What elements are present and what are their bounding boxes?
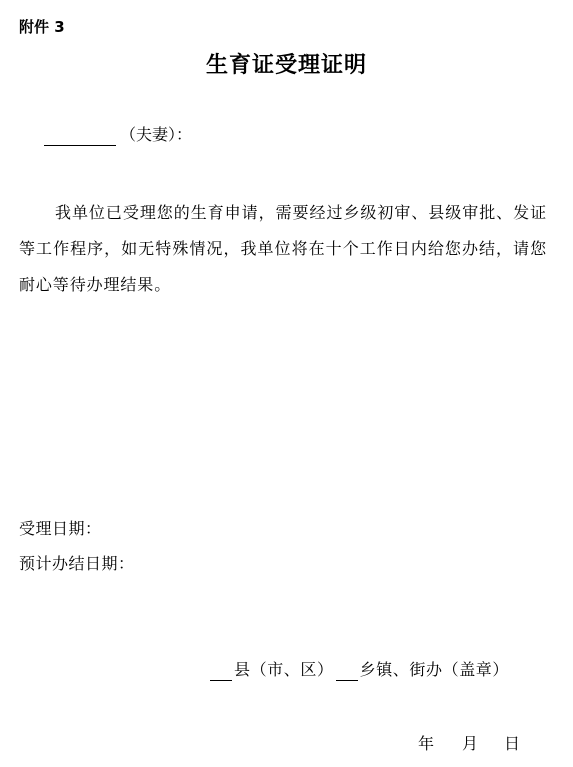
addressee-line: [44, 124, 192, 146]
year-label: 年: [418, 734, 435, 753]
expected-date-label: 预计办结日期：: [19, 554, 135, 573]
accept-date-label: 受理日期：: [19, 519, 102, 538]
county-blank[interactable]: [210, 662, 232, 681]
addressee-name-blank[interactable]: [44, 127, 116, 146]
month-label: 月: [462, 734, 479, 753]
attachment-label: 附件 3: [19, 18, 65, 36]
day-label: 日: [504, 734, 521, 753]
issuer-stamp-line: [208, 659, 509, 681]
town-label: 乡镇、街办（盖章）: [359, 660, 510, 679]
body-paragraph: 我单位已受理您的生育申请，需要经过乡级初审、县级审批、发证等工作程序，如无特殊情况，我单位将在十个工作日内给您办结，请您耐心等待办理结果。: [19, 203, 547, 294]
addressee-label: （夫妻）：: [120, 125, 193, 144]
county-label: 县（市、区）: [234, 660, 334, 679]
town-blank[interactable]: [336, 662, 358, 681]
page-title: 生育证受理证明: [205, 52, 367, 78]
